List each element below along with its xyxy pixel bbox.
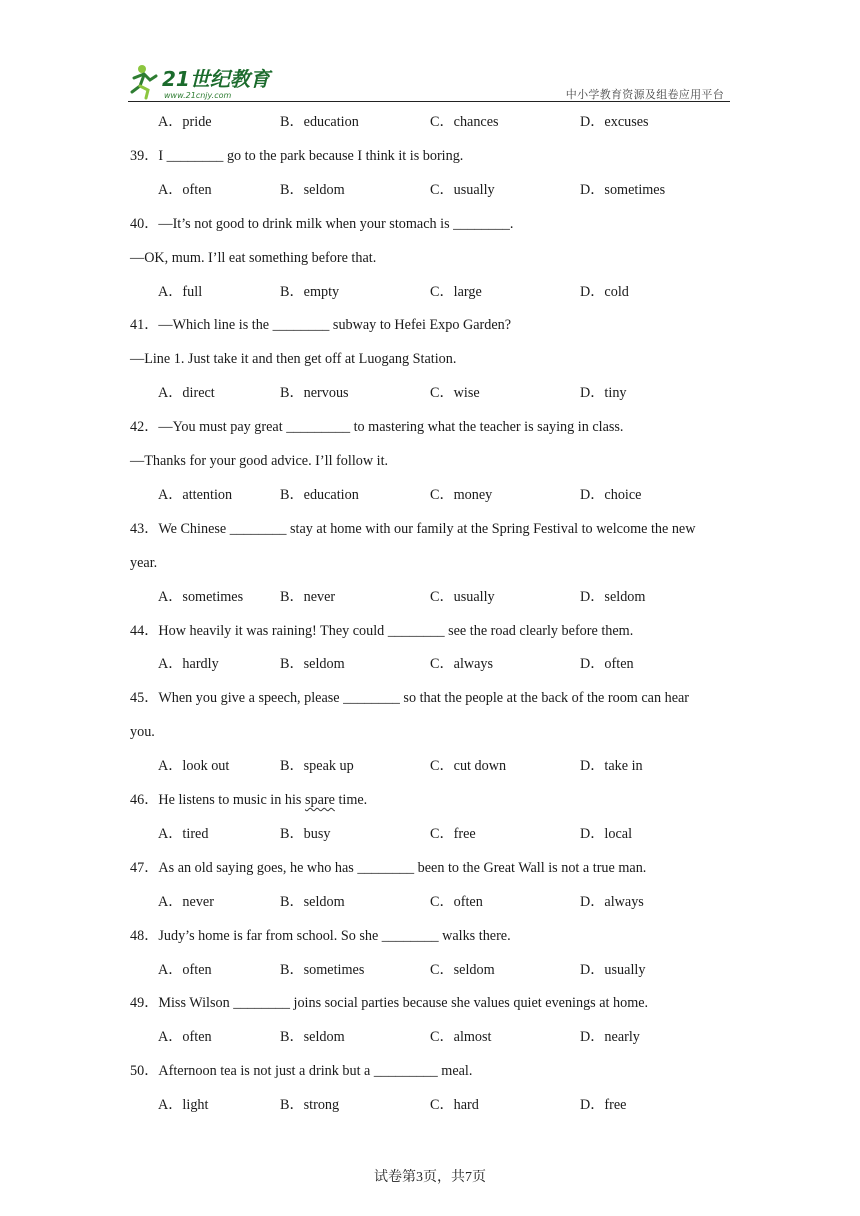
option-a[interactable]: A．often <box>158 1029 212 1046</box>
option-c[interactable]: C．usually <box>430 181 495 198</box>
underlined-word: spare <box>304 792 335 808</box>
option-b[interactable]: B．never <box>280 588 336 605</box>
question-text: 42．—You must pay great _________ to mastering what the teacher is saying in class. <box>130 419 624 436</box>
option-d[interactable]: D．seldom <box>580 588 646 605</box>
option-a[interactable]: A．look out <box>158 758 230 775</box>
option-d[interactable]: D．tiny <box>580 385 627 402</box>
question-text-part: time. <box>334 792 368 808</box>
question-text: 40．—It’s not good to drink milk when your stomach is ________. <box>130 215 514 232</box>
option-row <box>130 486 732 504</box>
question-text: you. <box>130 724 155 741</box>
option-d[interactable]: D．choice <box>580 486 642 503</box>
option-c[interactable]: C．always <box>430 656 494 673</box>
question-text: 44．How heavily it was raining! They could ________ see the road clearly before them. <box>130 622 634 639</box>
question-text: —Thanks for your good advice. I’ll follow it. <box>130 453 389 469</box>
option-a[interactable]: A．tired <box>158 825 209 842</box>
option-row <box>130 283 732 301</box>
option-c[interactable]: C．seldom <box>430 961 495 978</box>
option-c[interactable]: C．large <box>430 283 482 300</box>
question-text: —OK, mum. I’ll eat something before that. <box>130 249 377 266</box>
question-text: 50．Afternoon tea is not just a drink but a _________ meal. <box>130 1063 473 1080</box>
option-a[interactable]: A．often <box>158 961 212 978</box>
option-d[interactable]: D．sometimes <box>580 181 666 198</box>
option-a[interactable]: A．pride <box>158 114 212 130</box>
option-row <box>130 961 732 979</box>
option-b[interactable]: B．education <box>280 486 359 503</box>
option-a[interactable]: A．sometimes <box>158 588 244 605</box>
option-d[interactable]: D．local <box>580 825 633 842</box>
option-d[interactable]: D．always <box>580 893 644 910</box>
option-row <box>130 181 732 199</box>
option-b[interactable]: B．education <box>280 114 359 130</box>
option-d[interactable]: D．nearly <box>580 1029 640 1046</box>
option-b[interactable]: B．empty <box>280 283 340 300</box>
option-b[interactable]: B．sometimes <box>280 961 365 978</box>
option-b[interactable]: B．seldom <box>280 1029 345 1046</box>
svg-text:21世纪教育: 21世纪教育 <box>162 67 270 91</box>
option-row <box>130 757 732 775</box>
question-text: 48．Judy’s home is far from school. So she ________ walks there. <box>130 927 511 944</box>
option-c[interactable]: C．often <box>430 893 483 910</box>
option-d[interactable]: D．take in <box>580 758 643 775</box>
option-b[interactable]: B．seldom <box>280 893 345 910</box>
option-b[interactable]: B．seldom <box>280 181 345 198</box>
option-c[interactable]: C．free <box>430 825 476 842</box>
option-a[interactable]: A．attention <box>158 486 233 503</box>
option-b[interactable]: B．strong <box>280 1097 340 1114</box>
svg-text:www.21cnjy.com: www.21cnjy.com <box>164 91 232 100</box>
option-c[interactable]: C．money <box>430 486 493 503</box>
question-text: year. <box>130 554 158 571</box>
option-a[interactable]: A．full <box>158 283 203 300</box>
question-text: 49．Miss Wilson ________ joins social parties because she values quiet evenings at home. <box>130 995 649 1012</box>
platform-label: 中小学教育资源及组卷应用平台 <box>565 88 724 101</box>
header-divider <box>128 101 730 102</box>
option-c[interactable]: C．wise <box>430 385 480 402</box>
option-b[interactable]: B．busy <box>280 825 331 842</box>
option-a[interactable]: A．direct <box>158 385 215 402</box>
option-row <box>130 588 732 606</box>
option-row <box>130 1028 732 1046</box>
option-a[interactable]: A．never <box>158 893 214 910</box>
option-row <box>130 113 732 131</box>
logo-21cnjy <box>128 62 278 102</box>
option-row <box>130 384 732 402</box>
question-text: 45．When you give a speech, please ________ so that the people at the back of the room can hear <box>130 690 690 707</box>
option-c[interactable]: C．almost <box>430 1029 492 1046</box>
question-text: —Line 1. Just take it and then get off at Luogang Station. <box>130 351 457 368</box>
question-text: 39．I ________ go to the park because I think it is boring. <box>130 147 464 164</box>
option-b[interactable]: B．seldom <box>280 656 345 673</box>
option-b[interactable]: B．speak up <box>280 758 354 775</box>
option-row <box>130 825 732 843</box>
option-d[interactable]: D．free <box>580 1097 627 1114</box>
option-row <box>130 1096 732 1114</box>
option-a[interactable]: A．light <box>158 1097 209 1114</box>
question-text-part: 46．He listens to music in his <box>130 792 305 808</box>
option-d[interactable]: D．usually <box>580 961 646 978</box>
question-text <box>130 791 732 809</box>
question-text: 43．We Chinese ________ stay at home with our family at the Spring Festival to welcome the new <box>130 520 696 537</box>
question-text: 41．—Which line is the ________ subway to Hefei Expo Garden? <box>130 317 512 334</box>
option-c[interactable]: C．usually <box>430 588 495 605</box>
option-d[interactable]: D．cold <box>580 283 629 300</box>
page-header <box>128 62 730 104</box>
question-text: 47．As an old saying goes, he who has ________ been to the Great Wall is not a true man. <box>130 859 647 876</box>
option-d[interactable]: D．excuses <box>580 114 649 130</box>
option-a[interactable]: A．hardly <box>158 656 219 673</box>
option-row <box>130 655 732 673</box>
page-footer: 试卷第3页，共7页 <box>374 1170 486 1185</box>
option-c[interactable]: C．cut down <box>430 758 507 775</box>
option-c[interactable]: C．hard <box>430 1097 479 1114</box>
option-d[interactable]: D．often <box>580 656 634 673</box>
option-c[interactable]: C．chances <box>430 114 499 130</box>
option-a[interactable]: A．often <box>158 181 212 198</box>
option-row <box>130 893 732 911</box>
option-b[interactable]: B．nervous <box>280 385 349 402</box>
